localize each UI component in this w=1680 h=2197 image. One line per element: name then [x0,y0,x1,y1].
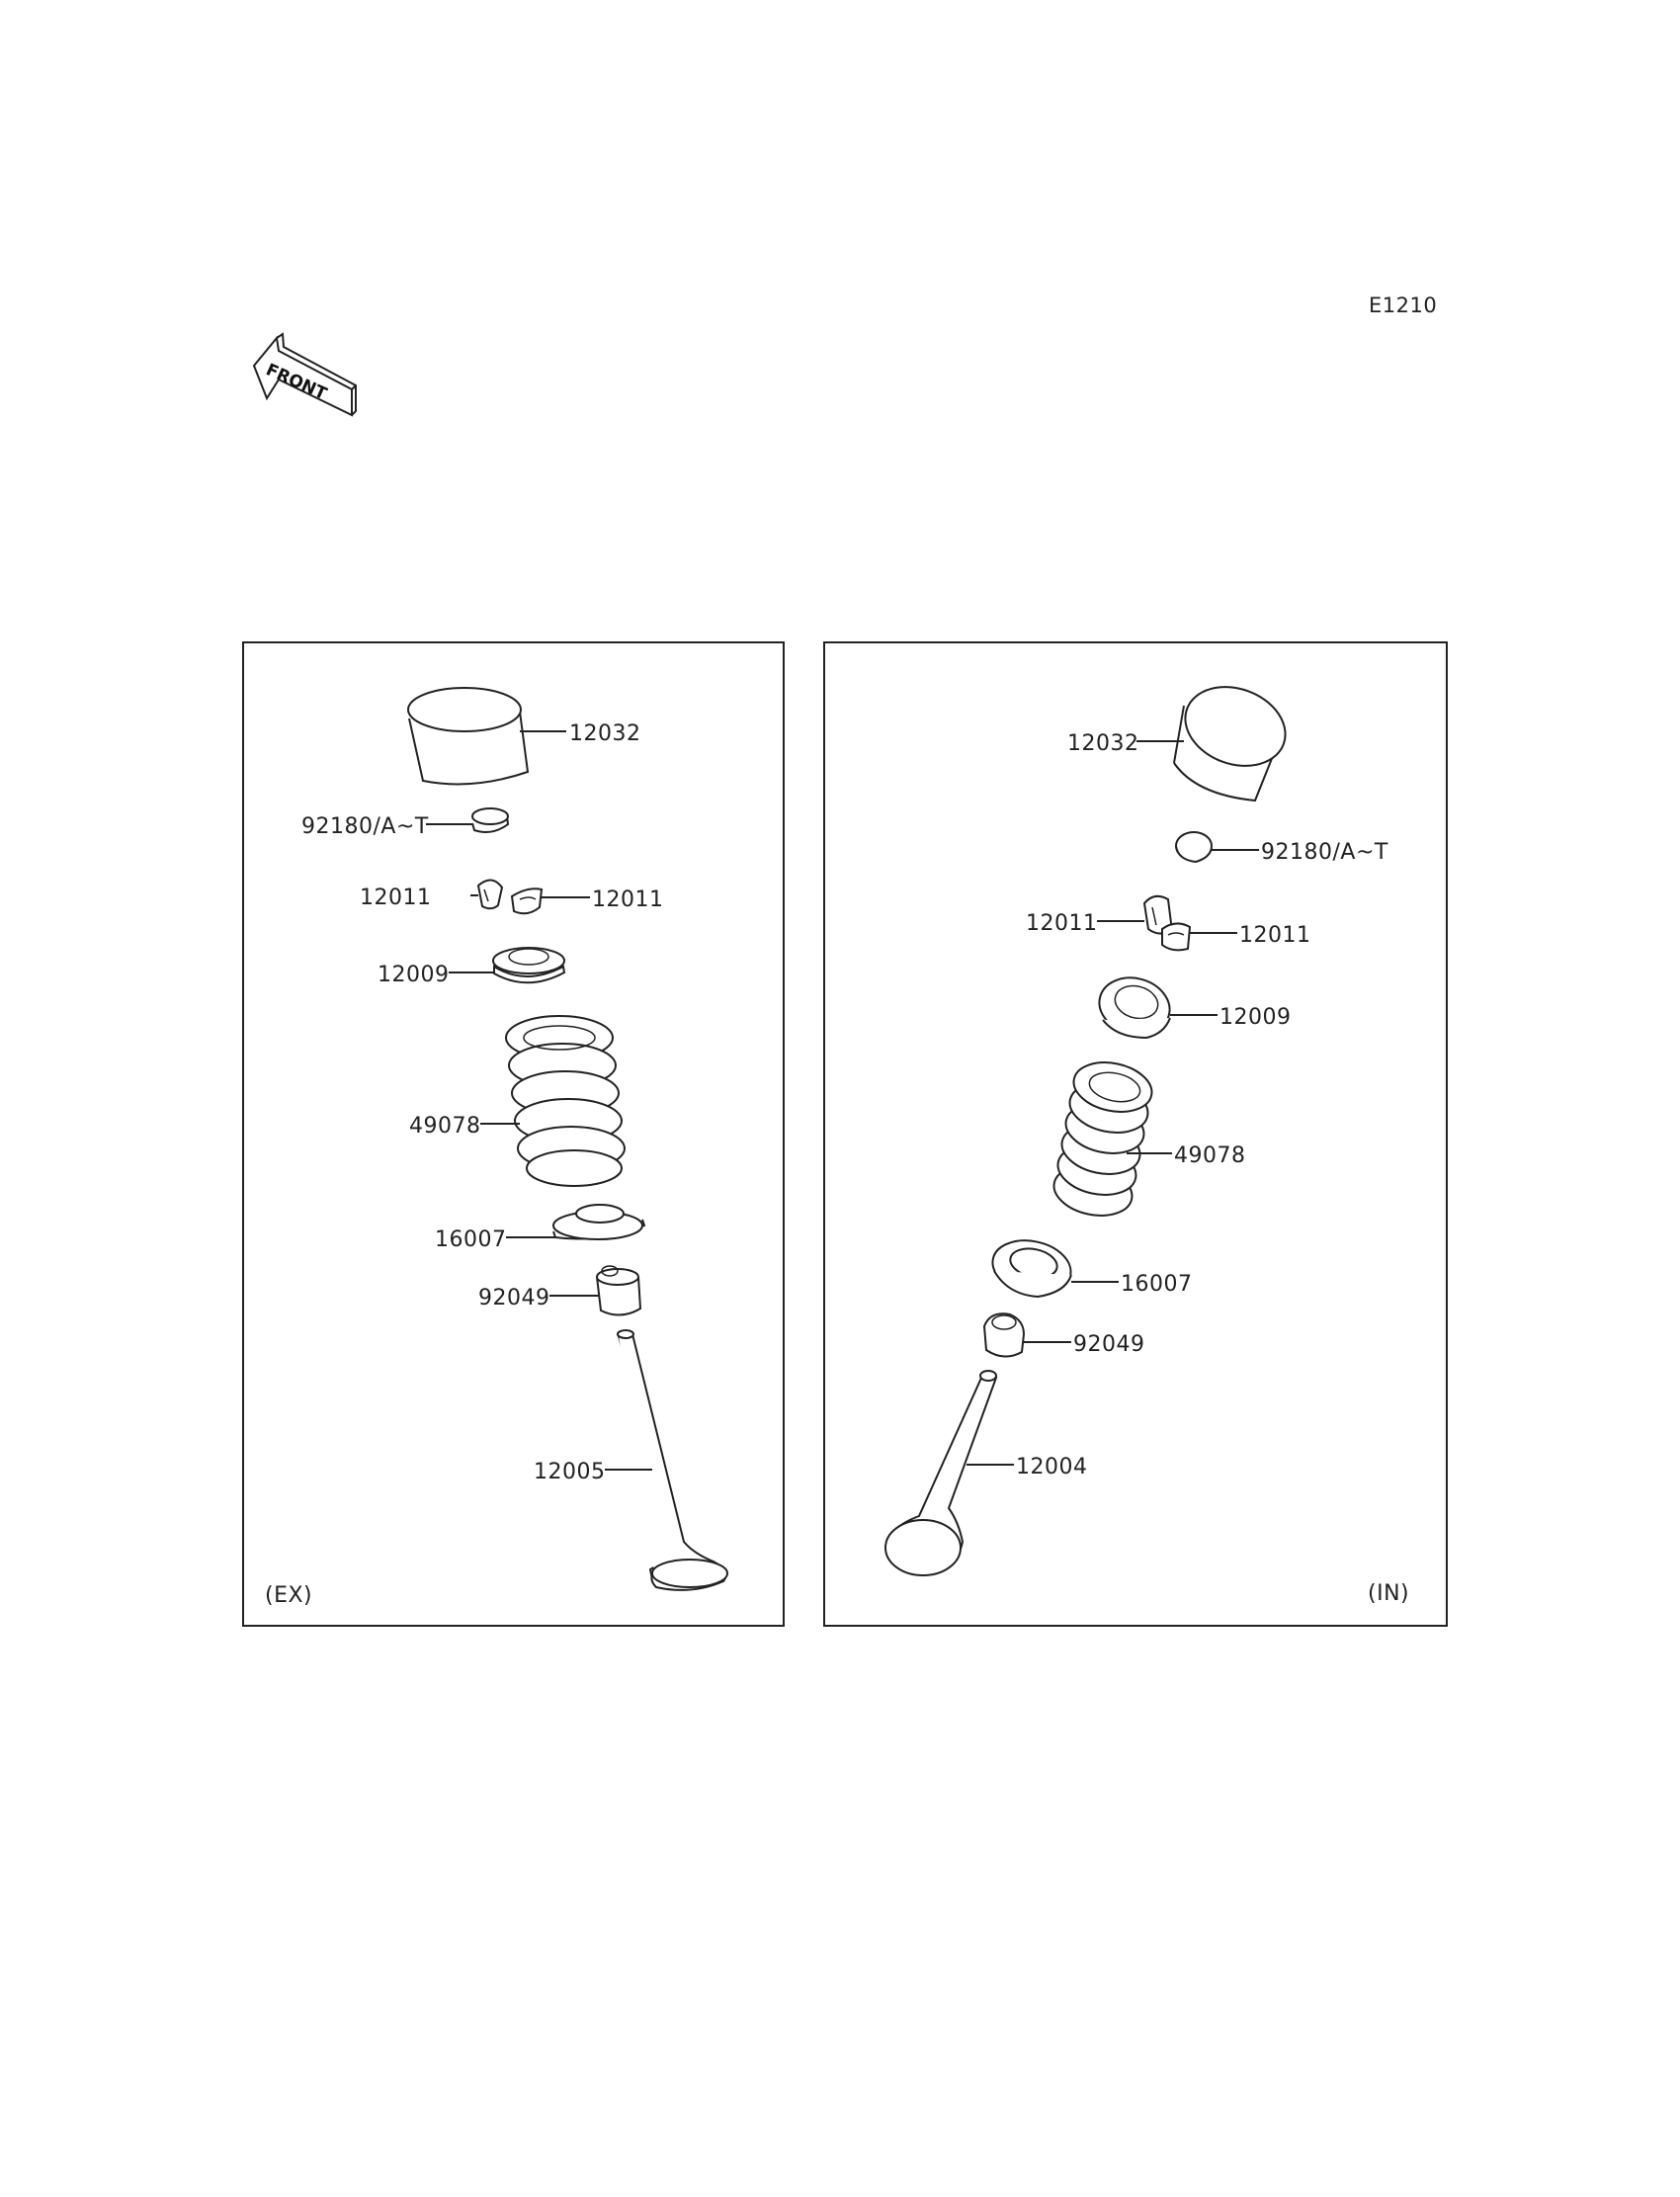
in-spring [1050,1056,1156,1223]
in-label-cotter-left: 12011 [1026,911,1098,936]
ex-section-label: (EX) [265,1583,313,1608]
front-arrow-icon [254,334,356,415]
in-label-shim: 92180/A~T [1261,840,1388,865]
in-label-seal: 92049 [1073,1332,1145,1357]
in-label-cotter-right: 12011 [1239,923,1311,948]
in-label-tappet: 12032 [1067,731,1139,756]
in-retainer [1093,971,1176,1043]
in-valve [885,1371,996,1575]
ex-label-seat: 16007 [435,1227,507,1252]
ex-shim [472,808,508,832]
in-seal [984,1313,1024,1356]
ex-valve [618,1330,727,1590]
ex-panel [243,642,784,1626]
ex-seat [553,1205,644,1239]
front-label: FRONT [262,360,330,404]
in-shim [1176,832,1212,862]
in-label-seat: 16007 [1121,1272,1193,1297]
ex-cotter-right [512,888,542,913]
in-label-valve: 12004 [1016,1455,1088,1479]
ex-label-seal: 92049 [478,1286,550,1310]
ex-retainer [493,948,564,982]
ex-label-cotter-left: 12011 [360,886,432,910]
ex-tappet [408,688,528,784]
in-section-label: (IN) [1368,1581,1410,1606]
ex-label-valve: 12005 [534,1460,606,1484]
ex-seal [597,1266,640,1315]
diagram-code: E1210 [1369,294,1438,317]
ex-label-cotter-right: 12011 [592,887,664,912]
ex-panel-border [243,642,784,1626]
in-cotter-right [1162,923,1190,950]
in-label-retainer: 12009 [1219,1005,1292,1030]
in-tappet [1174,674,1297,801]
ex-label-shim: 92180/A~T [301,814,429,839]
ex-label-spring: 49078 [409,1114,481,1139]
in-label-spring: 49078 [1174,1143,1246,1168]
in-panel [824,642,1447,1626]
ex-spring [506,1016,625,1186]
in-seat [987,1233,1075,1300]
ex-label-tappet: 12032 [569,721,641,746]
ex-cotter-left [478,880,502,908]
ex-label-retainer: 12009 [378,963,450,987]
